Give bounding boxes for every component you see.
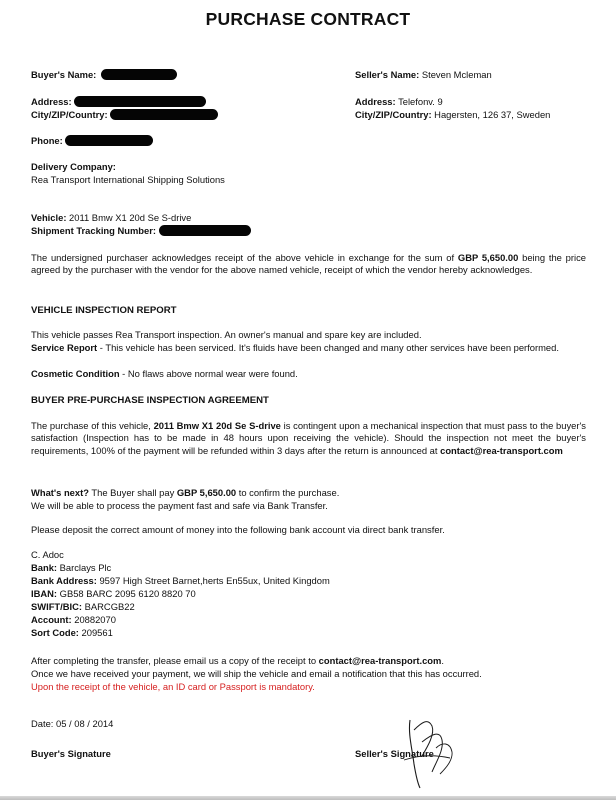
seller-city-row bbox=[355, 109, 550, 121]
seller-city-label: City/ZIP/Country: bbox=[355, 109, 432, 120]
swift-row bbox=[31, 601, 135, 613]
buyer-city-row bbox=[31, 109, 218, 121]
buyer-phone-label: Phone: bbox=[31, 135, 63, 146]
inspection-heading: VEHICLE INSPECTION REPORT bbox=[31, 305, 177, 316]
tracking-label: Shipment Tracking Number: bbox=[31, 225, 157, 236]
seller-city-value: Hagersten, 126 37, Sweden bbox=[434, 109, 551, 120]
delivery-label: Delivery Company: bbox=[31, 161, 116, 172]
buyer-city-label: City/ZIP/Country: bbox=[31, 109, 108, 120]
agreement-email-link[interactable]: contact@rea-transport.com bbox=[440, 444, 563, 456]
iban-row bbox=[31, 588, 196, 600]
closing-period: . bbox=[441, 655, 444, 666]
next-line-2: We will be able to process the payment fast and safe via Bank Transfer. bbox=[31, 500, 328, 511]
vehicle-value: 2011 Bmw X1 20d Se S-drive bbox=[69, 212, 192, 223]
buyer-name-label: Buyer's Name: bbox=[31, 69, 97, 80]
cosmetic-condition bbox=[31, 368, 586, 380]
agreement-heading: BUYER PRE-PURCHASE INSPECTION AGREEMENT bbox=[31, 395, 269, 406]
seller-address-row bbox=[355, 96, 443, 108]
next-amount: GBP 5,650.00 bbox=[176, 487, 237, 498]
service-text: - This vehicle has been serviced. It's fluids have been changed and many other services have been performed. bbox=[97, 342, 559, 353]
agreement-text-end: is contingent upon a mechanical inspection that must pass to the buyer's satisfaction (Inspection has to be made in 48 hours upon receiving the vehicle). Should the inspection not meet the buyer's requirements, 100% of the payment will be refunded within 3 days after the return is announced at bbox=[31, 420, 586, 456]
swift-label: SWIFT/BIC: bbox=[31, 601, 83, 612]
intro-text: The undersigned purchaser acknowledges receipt of the above vehicle in exchange for the sum of bbox=[31, 252, 458, 263]
service-label: Service Report bbox=[31, 342, 98, 353]
account-row bbox=[31, 614, 116, 626]
bank-address-label: Bank Address: bbox=[31, 575, 97, 586]
cosmetic-text: - No flaws above normal wear were found. bbox=[119, 368, 298, 379]
iban-label: IBAN: bbox=[31, 588, 58, 599]
seller-name-row bbox=[355, 69, 492, 81]
redaction-mark bbox=[110, 109, 218, 120]
seller-address-label: Address: bbox=[355, 96, 396, 107]
redaction-mark bbox=[65, 135, 153, 146]
bank-value: Barclays Plc bbox=[59, 562, 112, 573]
buyer-address-label: Address: bbox=[31, 96, 72, 107]
closing-email-link[interactable]: contact@rea-transport.com bbox=[318, 655, 442, 666]
seller-signature-scribble bbox=[392, 712, 472, 792]
redaction-mark bbox=[159, 225, 251, 236]
seller-address-value: Telefonv. 9 bbox=[398, 96, 443, 107]
next-text-end: to confirm the purchase. bbox=[236, 487, 340, 498]
buyer-address-row bbox=[31, 96, 206, 108]
vehicle-row bbox=[31, 212, 191, 224]
buyer-phone-row bbox=[31, 135, 153, 147]
bank-address-row bbox=[31, 575, 330, 587]
closing-line-2: Once we have received your payment, we will ship the vehicle and email a notification that this has occurred. bbox=[31, 668, 482, 679]
sort-code-value: 209561 bbox=[81, 627, 113, 638]
vehicle-label: Vehicle: bbox=[31, 212, 67, 223]
sort-code-row bbox=[31, 627, 113, 639]
account-holder: C. Adoc bbox=[31, 549, 64, 560]
inspection-line: This vehicle passes Rea Transport inspection. An owner's manual and spare key are included. bbox=[31, 329, 422, 340]
buyer-signature-label: Buyer's Signature bbox=[31, 748, 111, 759]
cosmetic-label: Cosmetic Condition bbox=[31, 368, 120, 379]
seller-signature-label: Seller's Signature bbox=[355, 748, 434, 759]
next-line bbox=[31, 487, 586, 499]
buyer-name-row bbox=[31, 69, 177, 81]
service-report bbox=[31, 342, 586, 354]
account-label: Account: bbox=[31, 614, 72, 625]
bank-address-value: 9597 High Street Barnet,herts En55ux, United Kingdom bbox=[99, 575, 330, 586]
sort-code-label: Sort Code: bbox=[31, 627, 79, 638]
iban-value: GB58 BARC 2095 6120 8820 70 bbox=[59, 588, 196, 599]
bank-row bbox=[31, 562, 111, 574]
bank-label: Bank: bbox=[31, 562, 58, 573]
swift-value: BARCGB22 bbox=[84, 601, 135, 612]
closing-line-1 bbox=[31, 655, 586, 667]
intro-text-end: being the price agreed by the purchaser with the vendor for the above named vehicle, receipt of which the vendor hereby acknowledges. bbox=[31, 252, 587, 276]
account-value: 20882070 bbox=[74, 614, 116, 625]
page-bottom-edge bbox=[0, 796, 616, 800]
agreement-paragraph bbox=[31, 420, 586, 457]
agreement-vehicle: 2011 Bmw X1 20d Se S-drive bbox=[153, 420, 281, 431]
intro-amount: GBP 5,650.00 bbox=[457, 252, 519, 263]
id-warning: Upon the receipt of the vehicle, an ID card or Passport is mandatory. bbox=[31, 681, 315, 692]
closing-text: After completing the transfer, please email us a copy of the receipt to bbox=[31, 655, 319, 666]
delivery-value: Rea Transport International Shipping Solutions bbox=[31, 174, 225, 185]
next-label: What's next? bbox=[31, 487, 89, 498]
agreement-text: The purchase of this vehicle, bbox=[31, 420, 154, 431]
seller-name-value: Steven Mcleman bbox=[421, 69, 492, 80]
deposit-instruction: Please deposit the correct amount of money into the following bank account via direct bank transfer. bbox=[31, 524, 445, 535]
seller-name-label: Seller's Name: bbox=[355, 69, 420, 80]
intro-paragraph bbox=[31, 252, 586, 277]
page-title: PURCHASE CONTRACT bbox=[205, 9, 411, 29]
contract-date: Date: 05 / 08 / 2014 bbox=[31, 718, 114, 729]
tracking-row bbox=[31, 225, 251, 237]
redaction-mark bbox=[101, 69, 177, 80]
next-text: The Buyer shall pay bbox=[88, 487, 177, 498]
redaction-mark bbox=[74, 96, 206, 107]
